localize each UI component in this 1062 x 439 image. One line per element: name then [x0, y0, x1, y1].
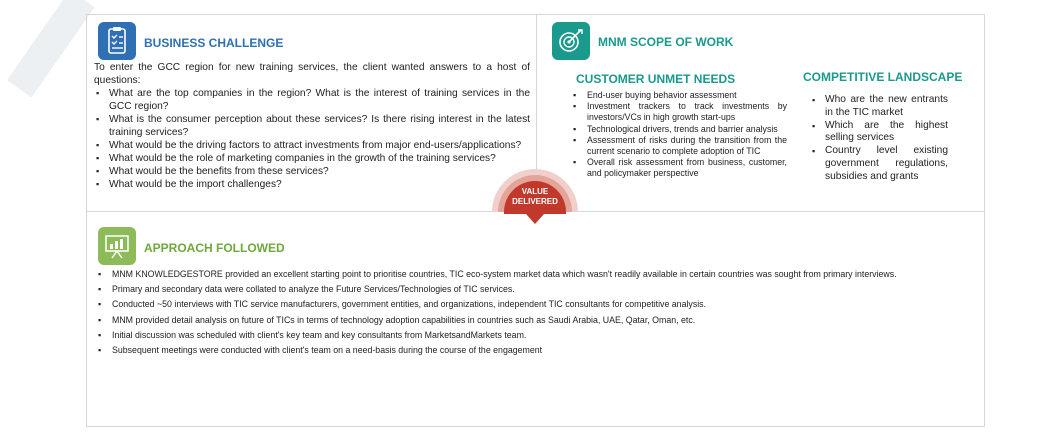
- list-item: ▪ What are the top companies in the region? What is the interest of training services in the GCC region?: [96, 87, 530, 113]
- list-item: ▪ What would be the driving factors to attract investments from major end-users/applications?: [96, 139, 530, 152]
- list-item: ▪ Who are the new entrants in the TIC market: [812, 94, 948, 120]
- list-item: ▪ Conducted ~50 interviews with TIC service manufacturers, government entities, and organizations, independent TIC consultants for competitive analysis.: [88, 299, 979, 310]
- list-item: ▪ What would be the import challenges?: [96, 178, 530, 191]
- list-item: ▪ Assessment of risks during the transition from the current scenario to complete adoption of TIC: [573, 135, 787, 157]
- business-challenge-title: BUSINESS CHALLENGE: [144, 36, 284, 50]
- badge-line-1: VALUE: [521, 187, 549, 196]
- list-item: ▪ Which are the highest selling services: [812, 120, 948, 146]
- list-item: ▪ Primary and secondary data were collated to analyze the Future Services/Technologies of TIC services.: [88, 284, 979, 295]
- customer-unmet-needs-list: [573, 90, 787, 180]
- business-challenge-body: [94, 61, 530, 191]
- list-item: ▪ Subsequent meetings were conducted with client's team on a need-basis during the course of the engagement: [88, 345, 979, 356]
- list-item: ▪ Technological drivers, trends and barrier analysis: [573, 124, 787, 135]
- target-gear-icon: [552, 22, 590, 60]
- list-item: ▪ MNM provided detail analysis on future of TICs in terms of technology adoption capabilities in countries such as Saudi Arabia, UAE, Qatar, Oman, etc.: [88, 315, 979, 326]
- badge-line-2: DELIVERED: [512, 197, 558, 206]
- list-item: ▪ Overall risk assessment from business, customer, and policymaker perspective: [573, 157, 787, 179]
- list-item: ▪ Investment trackers to track investments by investors/VCs in high growth start-ups: [573, 101, 787, 123]
- list-item: ▪ What would be the benefits from these services?: [96, 165, 530, 178]
- list-item: ▪ What would be the role of marketing companies in the growth of the training services?: [96, 152, 530, 165]
- approach-list: [88, 269, 979, 360]
- list-item: ▪ MNM KNOWLEDGESTORE provided an excellent starting point to prioritise countries, TIC eco-system market data which wasn't readily available in certain countries was sought from primary interviews.: [88, 269, 979, 280]
- clipboard-checklist-icon: [98, 22, 136, 60]
- bar-chart-presentation-icon: [98, 227, 136, 265]
- list-item: ▪ What is the consumer perception about these services? Is there rising interest in the latest training services?: [96, 113, 530, 139]
- list-item: ▪ Country level existing government regulations, subsidies and grants: [812, 145, 948, 183]
- business-challenge-intro: To enter the GCC region for new training services, the client wanted answers to a host of questions:: [94, 62, 530, 86]
- list-item: ▪ Initial discussion was scheduled with client's key team and key consultants from MarketsandMarkets team.: [88, 330, 979, 341]
- competitive-landscape-list: [812, 94, 948, 184]
- decorative-stripe: [7, 0, 95, 97]
- value-delivered-badge: [490, 168, 580, 228]
- list-item: ▪ End-user buying behavior assessment: [573, 90, 787, 101]
- competitive-landscape-title: COMPETITIVE LANDSCAPE: [803, 70, 963, 84]
- approach-title: APPROACH FOLLOWED: [144, 241, 285, 255]
- scope-title: MNM SCOPE OF WORK: [598, 35, 734, 49]
- customer-unmet-needs-title: CUSTOMER UNMET NEEDS: [576, 72, 736, 86]
